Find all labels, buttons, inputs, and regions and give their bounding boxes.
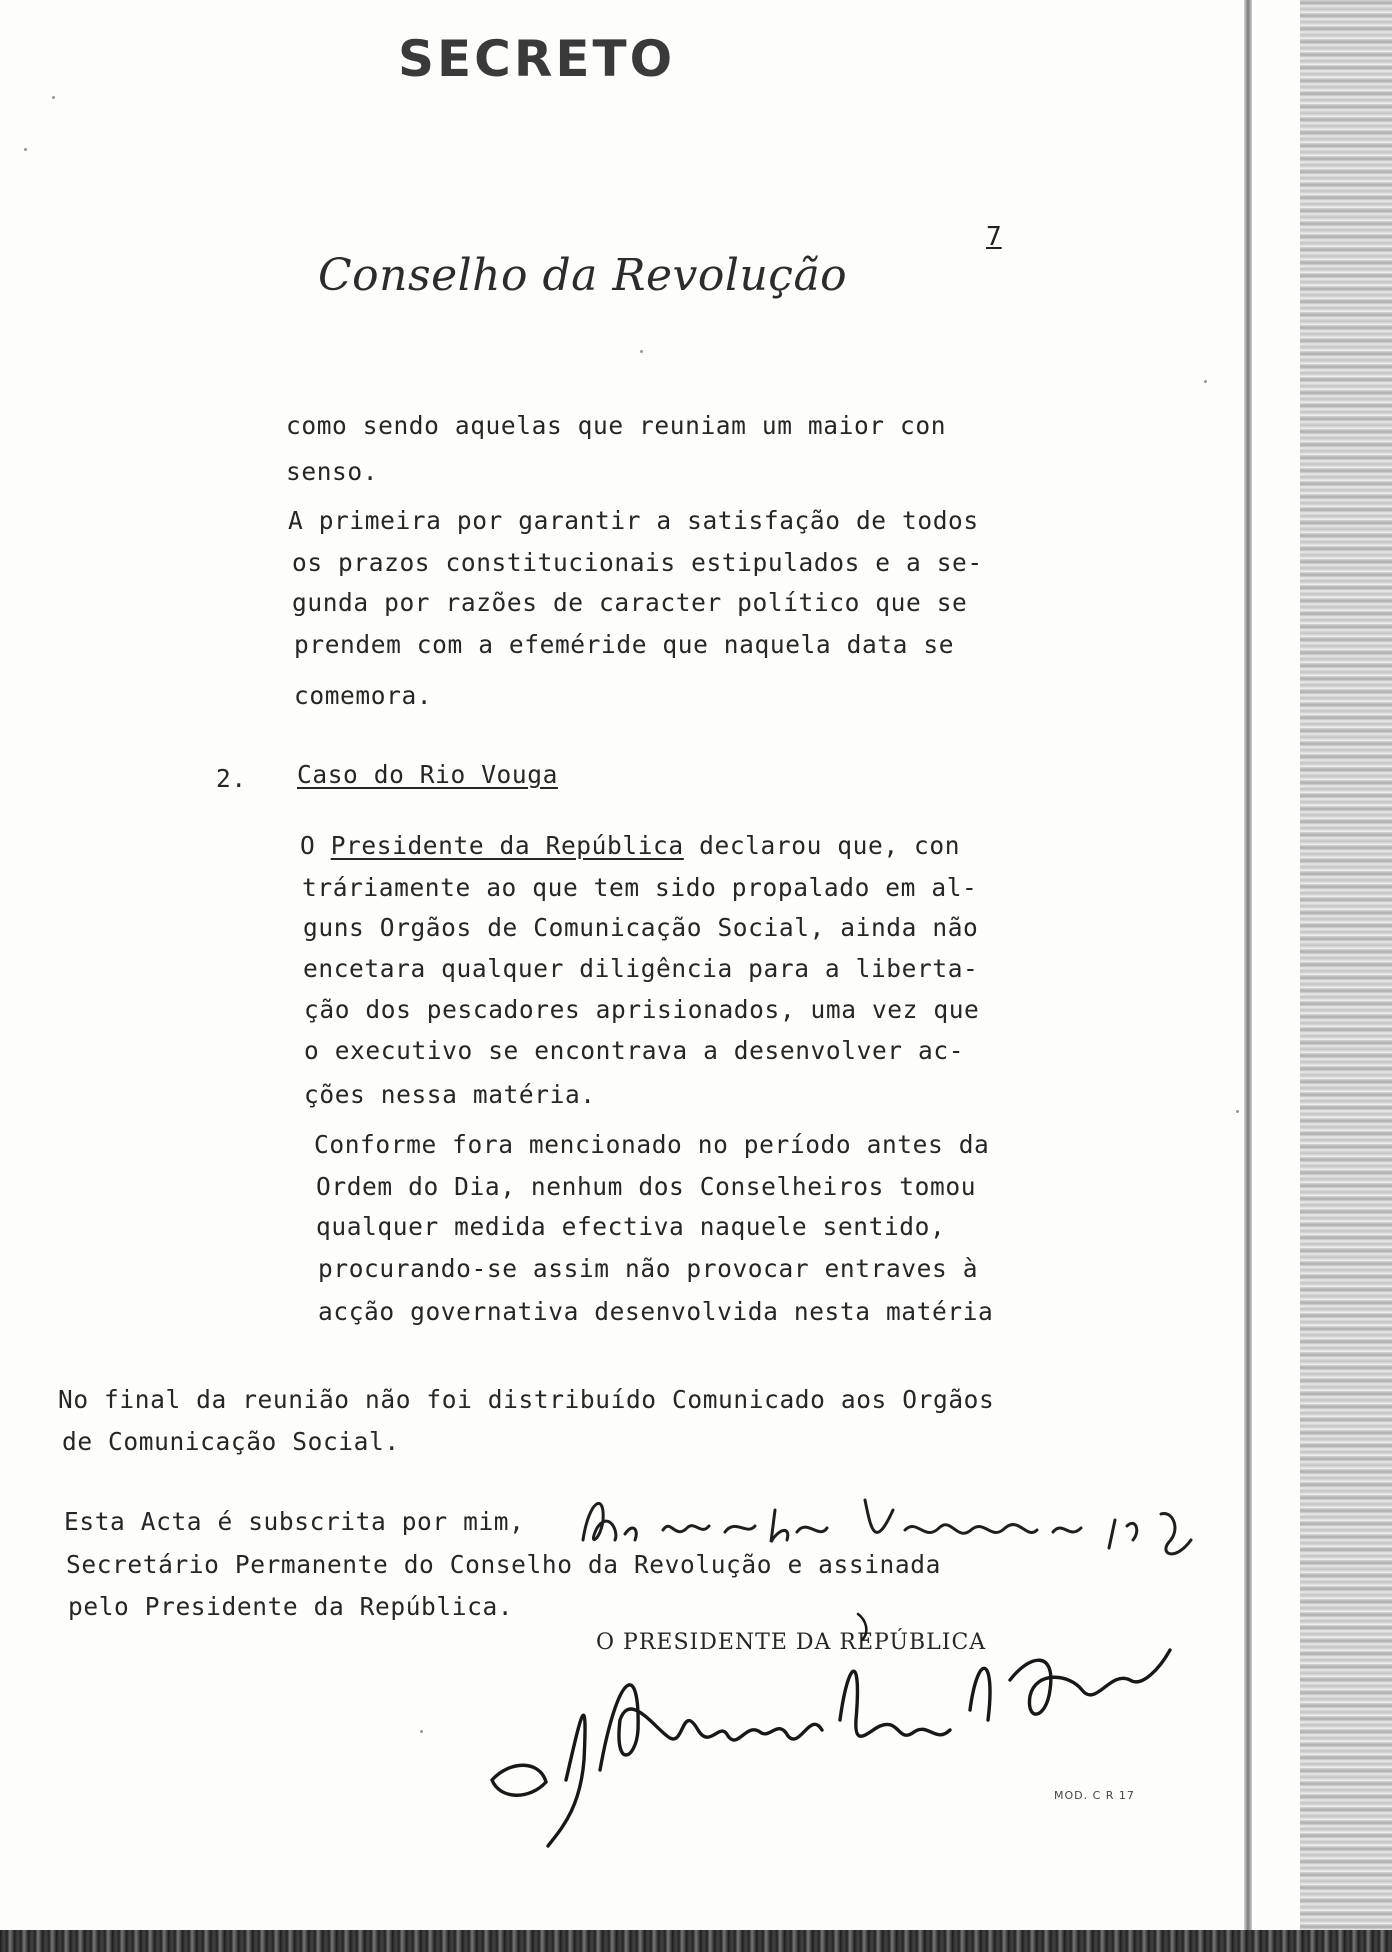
- scan-speck: [1204, 380, 1207, 383]
- page-number: 7: [986, 222, 1002, 252]
- scan-margin-strip: [1300, 0, 1392, 1952]
- scan-speck: [640, 350, 643, 353]
- text-line: guns Orgãos de Comunicação Social, ainda não: [303, 913, 979, 942]
- text-line: Esta Acta é subscrita por mim,: [64, 1507, 525, 1536]
- section-title: Caso do Rio Vouga: [297, 760, 558, 789]
- text-line: o executivo se encontrava a desenvolver ac-: [304, 1036, 965, 1065]
- section-number: 2.: [216, 764, 247, 793]
- text-line: senso.: [286, 457, 379, 486]
- text-line: No final da reunião não foi distribuído Comunicado aos Orgãos: [58, 1385, 995, 1414]
- text-line: tráriamente ao que tem sido propalado em al-: [302, 873, 978, 902]
- letterhead: Conselho da Revolução: [318, 250, 848, 301]
- scan-speck: [24, 148, 27, 151]
- form-code: MOD. C R 17: [1054, 1789, 1135, 1802]
- secretary-signature: [575, 1470, 1215, 1590]
- text-line: [300, 831, 960, 860]
- underlined-term: Presidente da República: [330, 831, 684, 860]
- secret-stamp: SECRETO: [398, 30, 676, 88]
- signature-label: O PRESIDENTE DA REPÚBLICA: [596, 1630, 987, 1655]
- text-line: de Comunicação Social.: [62, 1427, 400, 1456]
- president-signature: [470, 1610, 1230, 1870]
- text-line: encetara qualquer diligência para a liberta-: [303, 954, 979, 983]
- text-line: A primeira por garantir a satisfação de todos: [288, 506, 979, 535]
- text-segment: declarou que, con: [683, 831, 961, 860]
- text-line: como sendo aquelas que reuniam um maior con: [286, 411, 947, 440]
- text-line: pelo Presidente da República.: [68, 1592, 514, 1621]
- text-line: prendem com a efeméride que naquela data se: [294, 630, 955, 659]
- text-line: ção dos pescadores aprisionados, uma vez que: [304, 995, 980, 1024]
- scan-speck: [420, 1730, 423, 1733]
- text-line: comemora.: [294, 681, 433, 710]
- text-line: acção governativa desenvolvida nesta matéria: [318, 1297, 994, 1326]
- page-edge: [1244, 0, 1252, 1952]
- scan-speck: [1236, 1110, 1239, 1113]
- scan-bottom-strip: [0, 1930, 1392, 1952]
- text-line: Conforme fora mencionado no período antes da: [314, 1130, 990, 1159]
- text-line: ções nessa matéria.: [304, 1080, 596, 1109]
- text-line: Secretário Permanente do Conselho da Revolução e assinada: [66, 1550, 941, 1579]
- text-line: os prazos constitucionais estipulados e a se-: [292, 548, 983, 577]
- scan-speck: [52, 96, 55, 99]
- text-line: qualquer medida efectiva naquele sentido,: [316, 1212, 946, 1241]
- text-line: gunda por razões de caracter político que se: [292, 588, 968, 617]
- text-segment: O: [300, 831, 331, 860]
- text-line: Ordem do Dia, nenhum dos Conselheiros tomou: [316, 1172, 977, 1201]
- text-line: procurando-se assim não provocar entraves à: [318, 1254, 979, 1283]
